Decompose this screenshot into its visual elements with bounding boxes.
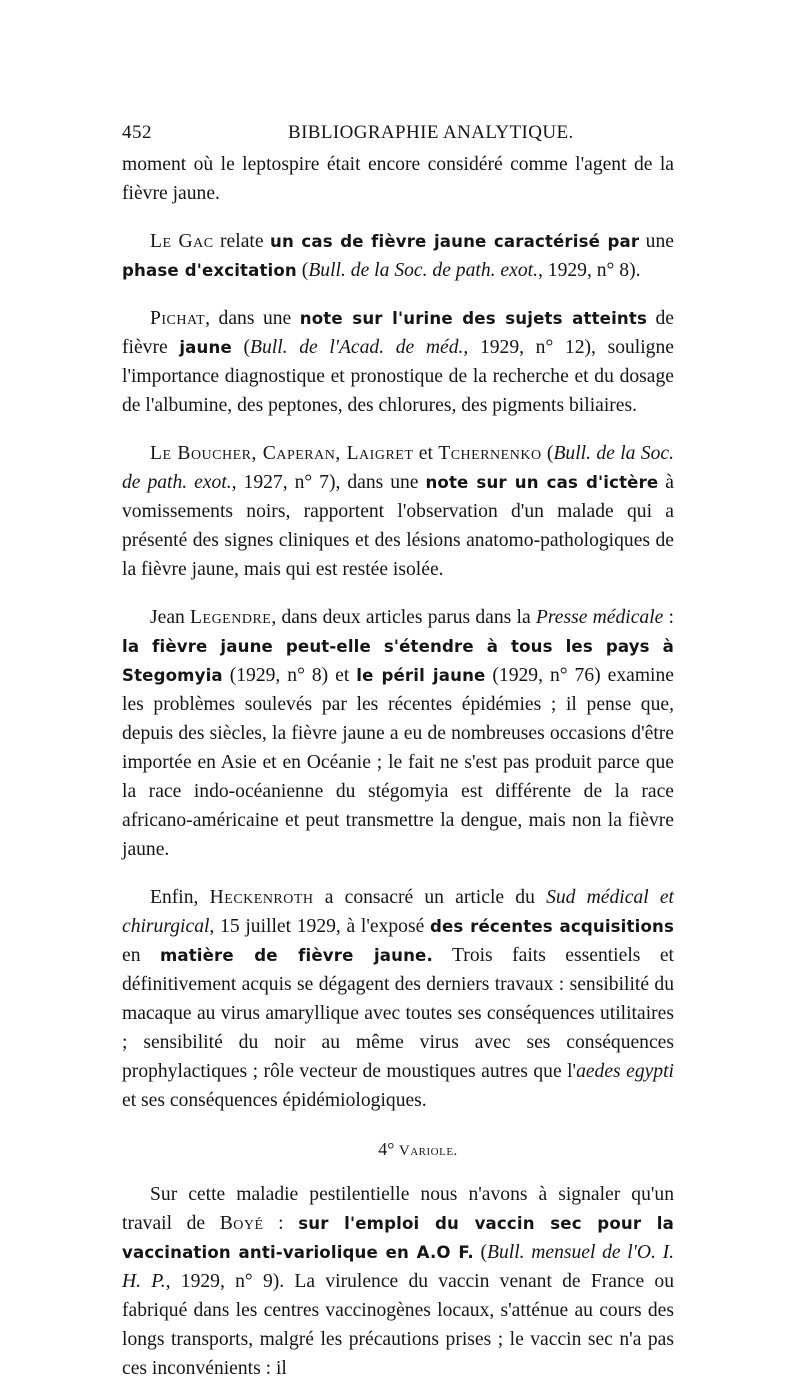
text-run: en xyxy=(122,945,160,966)
paragraph-p6 xyxy=(122,883,674,1115)
text-run: (1929, n° 8) et xyxy=(222,665,357,686)
page-header xyxy=(122,118,674,150)
text-run: la fièvre jaune peut-elle s'étendre à tous les pays à Stegomyia xyxy=(122,637,674,685)
text-run: 1929, n° 8). xyxy=(542,260,641,281)
text-run: Tchernenko xyxy=(438,443,542,464)
text-run: note sur l'urine des sujets atteints xyxy=(299,309,647,328)
text-run: rapportent l'observation d'un malade qui a présenté des signes cliniques et des lésions anatomo-pathologiques de la fièvre jaune, mais qui est restée isolée. xyxy=(122,501,674,580)
text-run: un cas de fièvre jaune caractérisé par xyxy=(269,232,640,251)
text-run: et ses conséquences épidémiologiques. xyxy=(122,1090,427,1111)
text-run: Sur cette maladie pestilentielle nous n'avons à signaler qu'un travail de xyxy=(122,1184,674,1234)
text-run: de fièvre xyxy=(122,308,674,358)
text-run: ( xyxy=(541,443,554,464)
text-run: une xyxy=(639,231,674,252)
text-run: moment où le leptospire était encore considéré comme l'agent de la fièvre jaune. xyxy=(122,154,674,204)
body-text xyxy=(122,150,674,1115)
running-head: BIBLIOGRAPHIE ANALYTIQUE. xyxy=(288,122,574,143)
paragraph-p7 xyxy=(122,1180,674,1383)
document-page xyxy=(122,118,674,1383)
text-run: le péril jaune xyxy=(356,666,486,685)
text-run: relate xyxy=(213,231,270,252)
text-run: Jean xyxy=(150,607,191,628)
paragraph-p4 xyxy=(122,439,674,584)
text-run: jaune xyxy=(179,338,232,357)
section-heading xyxy=(122,1135,674,1166)
text-run: Boyé xyxy=(219,1213,264,1234)
text-run: ( xyxy=(231,337,251,358)
paragraph-p3 xyxy=(122,304,674,420)
text-run: 1929, n° 12), souligne l'importance diagnostique et pronostique de la recherche et du dosage de l'albumine, des peptones, des chlorures, des pigments biliaires. xyxy=(122,337,674,416)
text-run: et xyxy=(413,443,439,464)
text-run: ( xyxy=(296,260,309,281)
text-run: (1929, n° 76) examine les problèmes soulevés par les récentes épidémies ; il pense que, depuis des siècles, la fièvre jaune a eu de nombreuses occasions d'être importée en Asie et en Océanie ; le fait ne s'est pas produit parce que la race indo-océanienne du stégomyia est différente de la race africano-américaine et peut transmettre la dengue, mais non la fièvre jaune. xyxy=(122,665,674,860)
text-run: Bull. de la Soc. de path. exot., xyxy=(122,443,674,493)
text-run: , dans deux articles parus dans la xyxy=(271,607,536,628)
section-number: 4° xyxy=(378,1139,395,1159)
text-run: des récentes acquisitions xyxy=(429,917,674,936)
text-run: Le Gac xyxy=(150,231,214,252)
text-run: à vomissements noirs, xyxy=(122,472,674,522)
text-run: Trois faits essentiels et définitivement acquis se dégagent des derniers travaux : sensibilité du macaque au virus amaryllique avec toutes ses conséquences utilitaires ; sensibilité du noir au même virus avec ses conséquences prophylactiques ; rôle vecteur de moustiques autres que l' xyxy=(122,945,674,1082)
text-run: Legendre xyxy=(190,607,272,628)
paragraph-p2 xyxy=(122,227,674,285)
text-run: 15 juillet 1929, à l'exposé xyxy=(214,916,430,937)
text-run: Enfin, xyxy=(150,887,210,908)
paragraph-p5 xyxy=(122,603,674,864)
text-run: a consacré un article du xyxy=(313,887,547,908)
text-run: Bull. de l'Acad. de méd., xyxy=(250,337,469,358)
text-run: Pichat xyxy=(150,308,206,329)
text-run: note sur un cas d'ictère xyxy=(425,473,659,492)
text-run: , dans une xyxy=(205,308,300,329)
text-run: Presse médicale xyxy=(535,607,664,628)
text-run: 1929, n° 9). La virulence du vaccin venant de France ou fabriqué dans les centres vaccinogènes locaux, s'atténue au cours des longs transports, malgré les précautions prises ; le vaccin sec n'a pas ces inconvénients : il xyxy=(122,1271,674,1379)
body-text-continued xyxy=(122,1180,674,1383)
text-run: : xyxy=(663,607,674,628)
section-title: Variole. xyxy=(398,1143,458,1159)
text-run: aedes egypti xyxy=(576,1061,674,1082)
text-run: 1927, n° 7), dans une xyxy=(236,472,426,493)
text-run: : xyxy=(263,1213,299,1234)
text-run: Bull. mensuel de l'O. I. H. P., xyxy=(122,1242,674,1292)
text-run: matière de fièvre jaune. xyxy=(159,946,433,965)
paragraph-p1 xyxy=(122,150,674,208)
text-run: sur l'emploi du vaccin sec pour la vaccination anti-variolique en A.O F. xyxy=(122,1214,674,1262)
text-run: Le Boucher, Caperan, Laigret xyxy=(150,443,414,464)
page-number: 452 xyxy=(122,122,152,143)
text-run: ( xyxy=(473,1242,488,1263)
text-run: Bull. de la Soc. de path. exot., xyxy=(308,260,543,281)
text-run: Heckenroth xyxy=(209,887,314,908)
text-run: phase d'excitation xyxy=(122,261,297,280)
text-run: Sud médical et chirurgical, xyxy=(122,887,674,937)
